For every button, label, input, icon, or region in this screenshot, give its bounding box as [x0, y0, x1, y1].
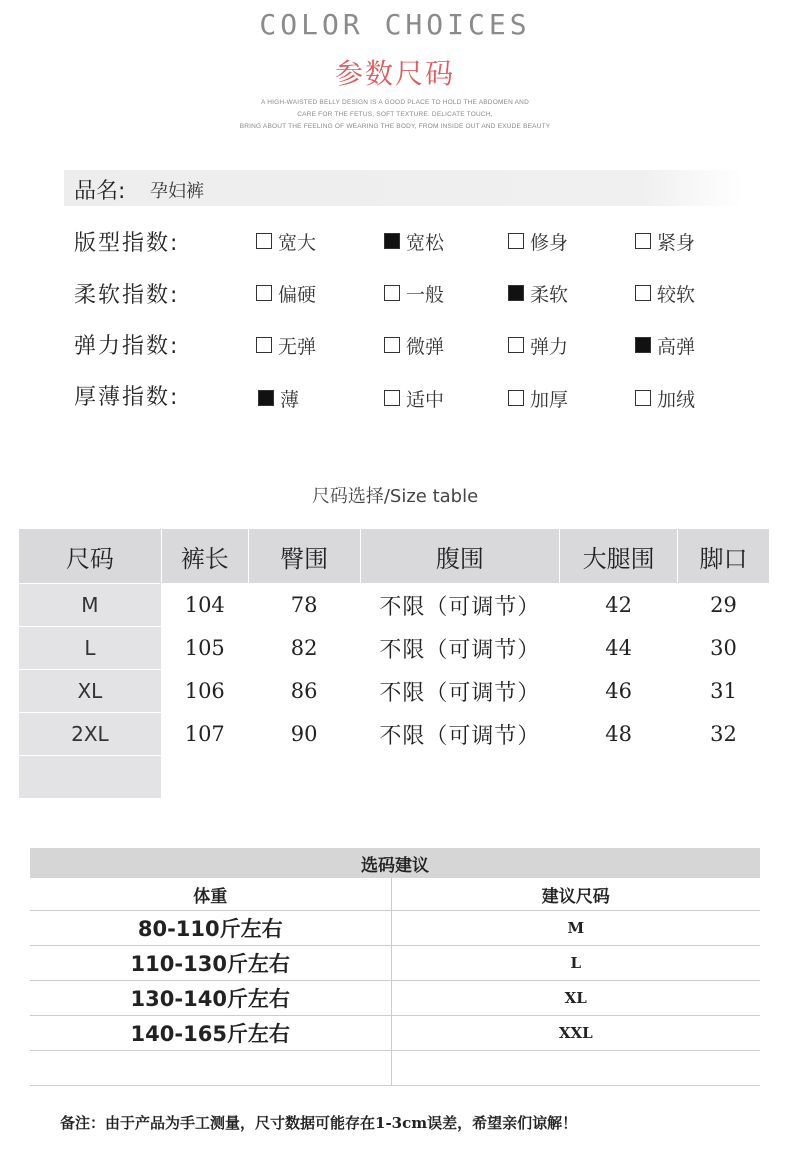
- product-name-row: [64, 170, 744, 206]
- table-cell: M: [391, 911, 760, 946]
- table-cell: [678, 756, 770, 799]
- option-label: 较软: [657, 283, 696, 306]
- option-label: 适中: [406, 388, 445, 411]
- table-cell: 107: [161, 713, 248, 756]
- option-soft-soft[interactable]: [508, 280, 568, 306]
- table-cell: 不限（可调节）: [360, 713, 560, 756]
- attr-label-softness: 柔软指数:: [74, 283, 180, 308]
- product-name-label: 品名:: [74, 179, 126, 204]
- checkbox[interactable]: [508, 233, 524, 249]
- table-cell: M: [19, 584, 162, 627]
- column-header: 裤长: [161, 529, 248, 584]
- product-name-value: 孕妇裤: [150, 181, 204, 202]
- attr-label-elasticity: 弹力指数:: [74, 334, 180, 359]
- table-row: [19, 670, 770, 713]
- header-title-en: COLOR CHOICES: [259, 8, 531, 41]
- column-header: 臀围: [248, 529, 360, 584]
- table-cell: 86: [248, 670, 360, 713]
- option-label: 高弹: [657, 335, 696, 358]
- option-label: 偏硬: [278, 283, 317, 306]
- option-label: 宽松: [406, 231, 445, 254]
- table-cell: L: [391, 946, 760, 981]
- table-cell: [360, 756, 560, 799]
- size-recommendation-table: [30, 848, 760, 1086]
- checkbox[interactable]: [384, 337, 400, 353]
- option-label: 加绒: [657, 388, 696, 411]
- table-row: [30, 981, 760, 1016]
- tagline-line-3: BRING ABOUT THE FEELING OF WEARING THE BODY, FROM INSIDE OUT AND EXUDE BEAUTY: [239, 123, 551, 130]
- checkbox-checked[interactable]: [258, 390, 274, 406]
- size-table: [18, 528, 770, 799]
- checkbox-checked[interactable]: [635, 337, 651, 353]
- checkbox[interactable]: [635, 285, 651, 301]
- table-cell: [19, 756, 162, 799]
- table-cell: 不限（可调节）: [360, 670, 560, 713]
- table-cell: 90: [248, 713, 360, 756]
- table-cell: 46: [560, 670, 678, 713]
- checkbox[interactable]: [508, 337, 524, 353]
- table-cell: XL: [19, 670, 162, 713]
- recommendation-title: 选码建议: [30, 848, 760, 878]
- header-title-cn: 参数尺码: [334, 57, 455, 90]
- table-row: [30, 946, 760, 981]
- option-label: 一般: [406, 283, 445, 306]
- option-label: 微弹: [406, 335, 445, 358]
- table-cell: 80-110斤左右: [30, 911, 391, 946]
- table-cell: 不限（可调节）: [360, 584, 560, 627]
- column-header: 脚口: [678, 529, 770, 584]
- attr-label-thickness: 厚薄指数:: [74, 385, 180, 410]
- tagline-line-1: A HIGH-WAISTED BELLY DESIGN IS A GOOD PLACE TO HOLD THE ABDOMEN AND: [261, 99, 529, 106]
- table-row-empty: [19, 756, 770, 799]
- option-label: 弹力: [530, 335, 569, 358]
- checkbox[interactable]: [508, 390, 524, 406]
- option-thick-thin[interactable]: [258, 385, 299, 411]
- option-fit-tight[interactable]: [635, 228, 695, 254]
- option-soft-hard[interactable]: [256, 280, 316, 306]
- option-thick-fleece[interactable]: [635, 385, 695, 411]
- table-cell: 105: [161, 627, 248, 670]
- tagline-line-2: CARE FOR THE FETUS, SOFT TEXTURE. DELICATE TOUCH,: [297, 111, 493, 118]
- option-label: 修身: [530, 231, 569, 254]
- option-elastic-high[interactable]: [635, 332, 695, 358]
- column-header: 腹围: [360, 529, 560, 584]
- checkbox[interactable]: [635, 390, 651, 406]
- checkbox[interactable]: [635, 233, 651, 249]
- option-soft-softer[interactable]: [635, 280, 695, 306]
- table-row-empty: [30, 1051, 760, 1086]
- option-fit-slim[interactable]: [508, 228, 568, 254]
- table-cell: 130-140斤左右: [30, 981, 391, 1016]
- column-header: 建议尺码: [391, 878, 760, 911]
- table-row: [19, 627, 770, 670]
- table-cell: 29: [678, 584, 770, 627]
- option-thick-thick[interactable]: [508, 385, 568, 411]
- table-cell: [161, 756, 248, 799]
- option-label: 无弹: [278, 335, 317, 358]
- table-cell: 106: [161, 670, 248, 713]
- table-cell: 2XL: [19, 713, 162, 756]
- checkbox[interactable]: [384, 390, 400, 406]
- checkbox[interactable]: [256, 285, 272, 301]
- table-cell: 30: [678, 627, 770, 670]
- option-fit-loose[interactable]: [384, 228, 444, 254]
- table-cell: [30, 1051, 391, 1086]
- table-cell: 82: [248, 627, 360, 670]
- size-table-title: 尺码选择/Size table: [311, 486, 479, 507]
- column-header: 尺码: [19, 529, 162, 584]
- measurement-note: 备注：由于产品为手工测量，尺寸数据可能存在1-3cm误差，希望亲们谅解！: [60, 1114, 578, 1132]
- option-label: 柔软: [530, 283, 569, 306]
- table-cell: [560, 756, 678, 799]
- column-header: 体重: [30, 878, 391, 911]
- table-cell: XL: [391, 981, 760, 1016]
- column-header: 大腿围: [560, 529, 678, 584]
- table-row: [19, 584, 770, 627]
- table-row: [30, 1016, 760, 1051]
- table-cell: 32: [678, 713, 770, 756]
- checkbox-checked[interactable]: [508, 285, 524, 301]
- table-cell: 140-165斤左右: [30, 1016, 391, 1051]
- table-cell: [391, 1051, 760, 1086]
- table-cell: 110-130斤左右: [30, 946, 391, 981]
- table-cell: 44: [560, 627, 678, 670]
- option-label: 薄: [280, 388, 300, 411]
- option-thick-medium[interactable]: [384, 385, 444, 411]
- size-table-header: [19, 529, 770, 584]
- checkbox[interactable]: [384, 285, 400, 301]
- table-cell: 不限（可调节）: [360, 627, 560, 670]
- option-elastic-elastic[interactable]: [508, 332, 568, 358]
- checkbox[interactable]: [256, 337, 272, 353]
- option-elastic-none[interactable]: [256, 332, 316, 358]
- option-label: 宽大: [278, 231, 317, 254]
- table-cell: L: [19, 627, 162, 670]
- option-label: 加厚: [530, 388, 569, 411]
- table-cell: 48: [560, 713, 678, 756]
- table-cell: 42: [560, 584, 678, 627]
- option-fit-wide[interactable]: [256, 228, 316, 254]
- table-cell: 104: [161, 584, 248, 627]
- table-cell: XXL: [391, 1016, 760, 1051]
- option-label: 紧身: [657, 231, 696, 254]
- table-cell: 31: [678, 670, 770, 713]
- option-soft-normal[interactable]: [384, 280, 444, 306]
- attr-label-fit: 版型指数:: [74, 231, 180, 256]
- checkbox-checked[interactable]: [384, 233, 400, 249]
- table-cell: [248, 756, 360, 799]
- table-row: [19, 713, 770, 756]
- table-cell: 78: [248, 584, 360, 627]
- table-row: [30, 911, 760, 946]
- checkbox[interactable]: [256, 233, 272, 249]
- option-elastic-slight[interactable]: [384, 332, 444, 358]
